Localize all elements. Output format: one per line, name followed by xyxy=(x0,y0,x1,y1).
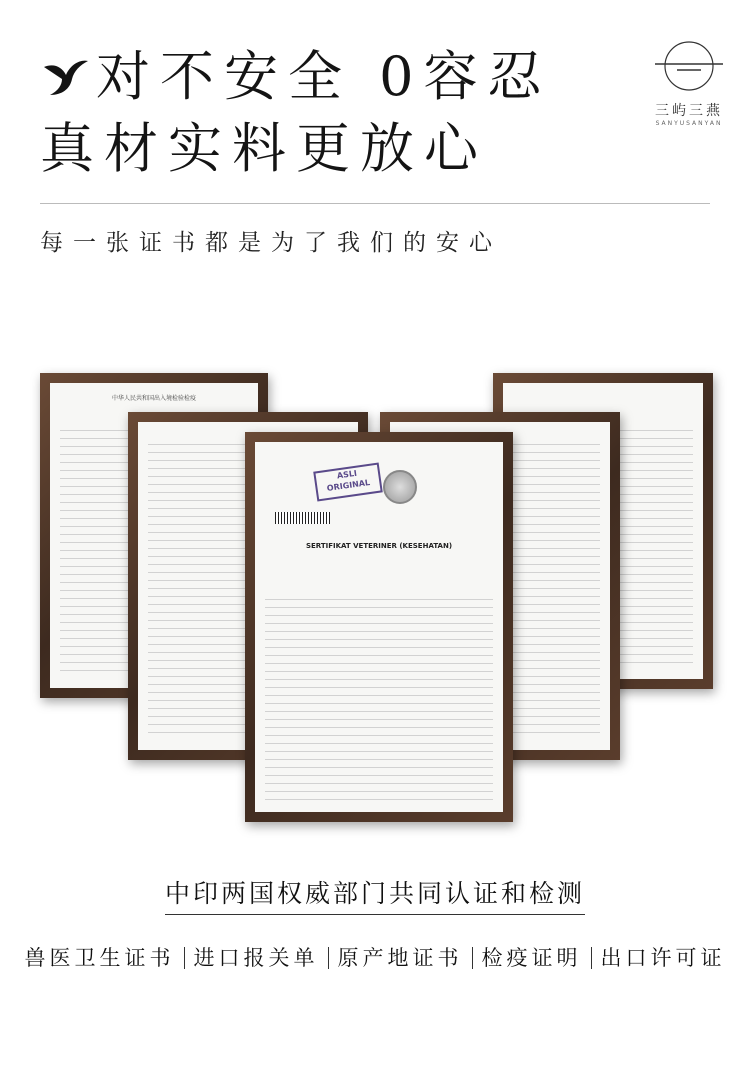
certificate-header: 中华人民共和国出入境检验检疫 xyxy=(111,395,196,402)
certificate-item: 出口许可证 xyxy=(600,946,726,970)
separator xyxy=(472,947,473,969)
certificate-item: 进口报关单 xyxy=(193,946,319,970)
certificate-title: SERTIFIKAT VETERINER (KESEHATAN) xyxy=(305,542,453,550)
certificate-frame-main xyxy=(245,432,513,822)
barcode-icon xyxy=(275,512,330,524)
hologram-seal-icon xyxy=(383,470,417,504)
certificate-list xyxy=(0,942,750,972)
logo-name: 三屿三燕 xyxy=(655,103,723,119)
brand-logo xyxy=(644,38,734,127)
certificate-item: 兽医卫生证书 xyxy=(24,946,175,970)
bottom-title-text: 中印两国权威部门共同认证和检测 xyxy=(165,879,585,915)
headline-line-1 xyxy=(40,45,552,108)
headline-text-1: 对不安全 0容忍 xyxy=(96,45,552,108)
swallow-icon xyxy=(40,51,92,103)
divider xyxy=(40,203,710,204)
bottom-title xyxy=(0,874,750,910)
original-stamp: ASLI ORIGINAL xyxy=(313,463,383,502)
certificate-paper xyxy=(255,442,503,812)
subheading: 每一张证书都是为了我们的安心 xyxy=(40,230,502,256)
headline-line-2: 真材实料更放心 xyxy=(40,117,488,180)
certificate-item: 检疫证明 xyxy=(481,946,582,970)
separator xyxy=(184,947,185,969)
logo-subtitle: SANYUSANYAN xyxy=(655,120,723,127)
separator xyxy=(591,947,592,969)
logo-circle-icon xyxy=(653,38,725,94)
separator xyxy=(328,947,329,969)
certificate-item: 原产地证书 xyxy=(337,946,463,970)
